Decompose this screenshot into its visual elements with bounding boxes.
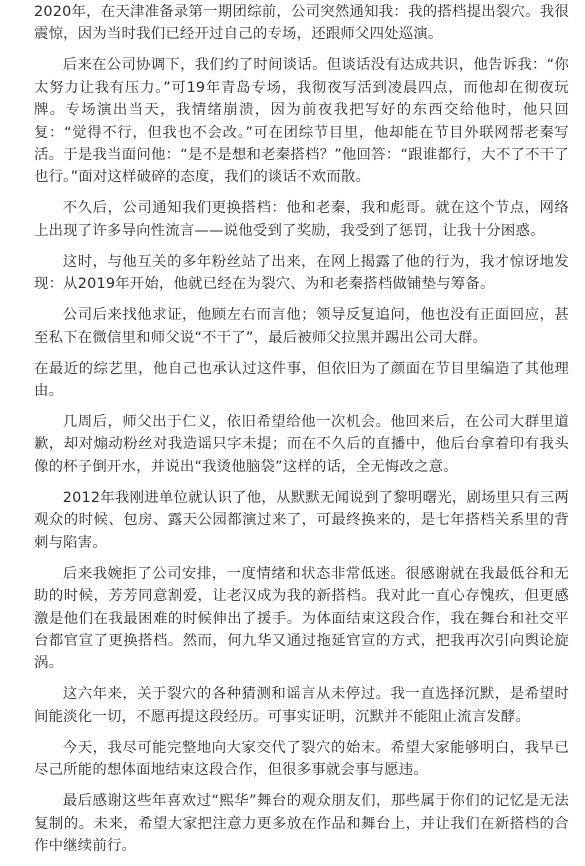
article-paragraph-5: 公司后来找他求证，他顾左右而言他；领导反复追问，他也没有正面回应，甚至私下在微信里和师父说“不干了”，最后被师父拉黑并踢出公司大群。 [34,307,569,346]
article-paragraph-6: 在最近的综艺里，他自己也承认过这件事，但依旧为了颜面在节目里编造了其他理由。 [34,360,569,400]
article-paragraph-10: 这六年来，关于裂穴的各种猜测和谣言从未停过。我一直选择沉默，是希望时间能淡化一切，不愿再提这段经历。可事实证明，沉默并不能阻止流言发酵。 [34,686,569,725]
article-paragraph-12: 最后感谢这些年喜欢过“熙华”舞台的观众朋友们，那些属于你们的记忆是无法复制的。未来，希望大家把注意力更多放在作品和舞台上，并让我们在新搭档的合作中继续前行。 [34,793,569,854]
article-paragraph-2: 后来在公司协调下，我们约了时间谈话。但谈话没有达成共识，他告诉我：“你太努力让我有压力。”可19年青岛专场，我彻夜写活到凌晨四点，而他却在彻夜玩牌。专场演出当天，我情绪崩溃，因为前夜我把写好的东西交给他时，他只回复：“觉得不行，但我也不会改。”可在团综节目里，他却能在节目外联网帮老秦写活。于是我当面问他：“是不是想和老秦搭档？”他回答：“跟谁都行，大不了不干了也行。”面对这样破碎的态度，我们的谈话不欢而散。 [34,57,569,186]
article-paragraph-9: 后来我婉拒了公司安排，一度情绪和状态非常低迷。很感谢就在我最低谷和无助的时候，芳芳同意割爱，让老汉成为我的新搭档。我对此一直心存愧疚，但更感激是他们在我最困难的时候伸出了援手。为体面结束这段合作，我在舞台和社交平台都官宣了更换搭档。然而，何九华又通过拖延官宣的方式，把我再次引向舆论旋涡。 [34,565,569,672]
article-paragraph-1: 2020年，在天津准备录第一期团综前，公司突然通知我：我的搭档提出裂穴。我很震惊，因为当时我们已经开过自己的专场，还跟师父四处巡演。 [34,4,569,43]
article-paragraph-4: 这时，与他互关的多年粉丝站了出来，在网上揭露了他的行为，我才惊讶地发现：从2019年开始，他就已经在为裂穴、为和老秦搭档做铺垫与筹备。 [34,253,569,293]
article-body [34,1,569,866]
article-paragraph-3: 不久后，公司通知我们更换搭档：他和老秦，我和彪哥。就在这个节点，网络上出现了许多导向性流言——说他受到了奖励，我受到了惩罚，让我十分困惑。 [34,200,569,239]
article-paragraph-7: 几周后，师父出于仁义，依旧希望给他一次机会。他回来后，在公司大群里道歉，却对煽动粉丝对我造谣只字未提；而在不久后的直播中，他后台拿着印有我头像的杯子倒开水，并说出“我烫他脑袋”这样的话，全无悔改之意。 [34,414,569,475]
article-paragraph-8: 2012年我刚进单位就认识了他，从默默无闻说到了黎明曙光，剧场里只有三两观众的时候、包房、露天公园都演过来了，可最终换来的，是七年搭档关系里的背刺与陷害。 [34,489,569,551]
article-paragraph-11: 今天，我尽可能完整地向大家交代了裂穴的始末。希望大家能够明白，我早已尽己所能的想体面地结束这段合作，但很多事就会事与愿违。 [34,739,569,779]
